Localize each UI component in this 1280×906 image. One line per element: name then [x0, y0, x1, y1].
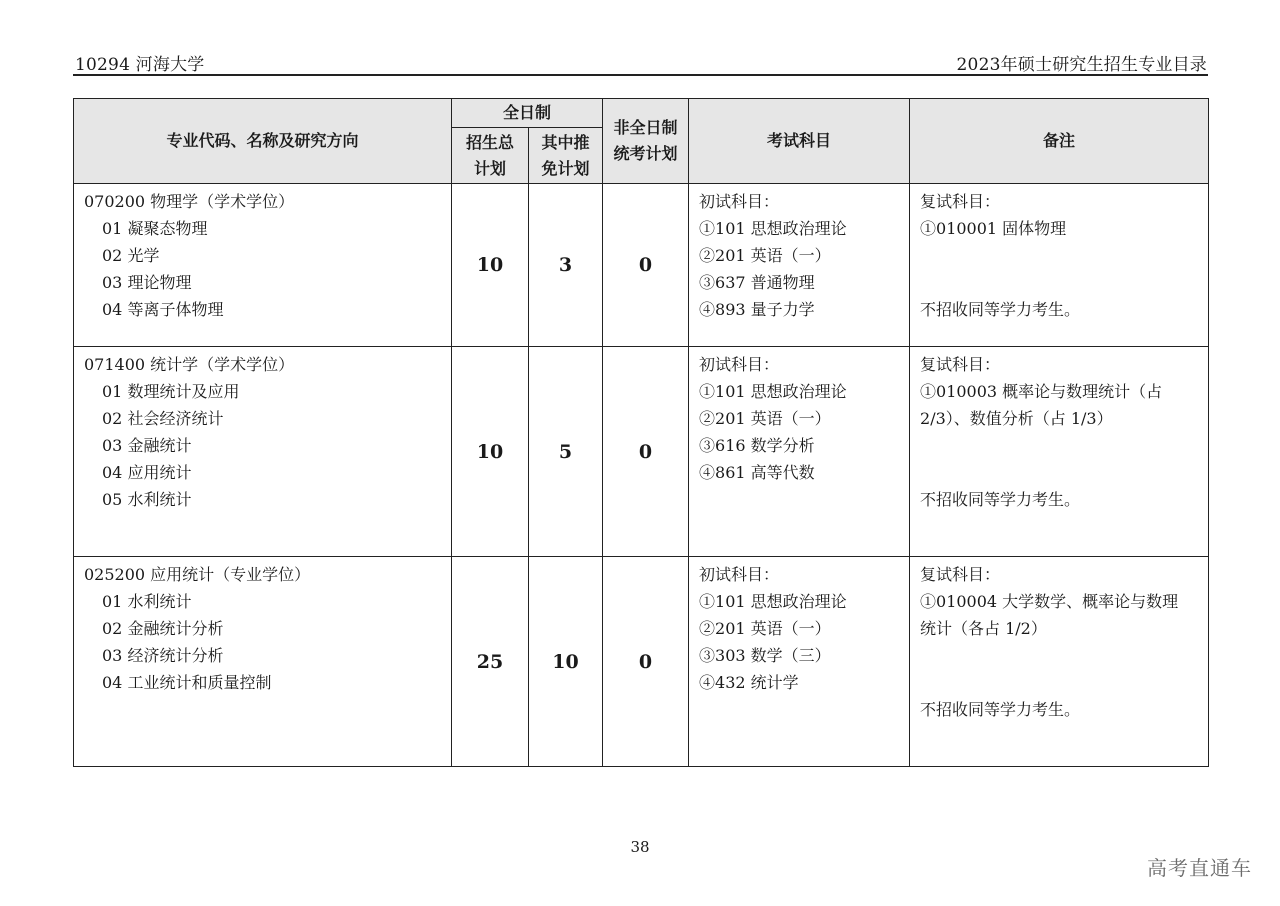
direction-item: 02 社会经济统计 [102, 409, 224, 428]
header-title: 2023年硕士研究生招生专业目录 [956, 55, 1207, 75]
exam-item: ④893 量子力学 [699, 300, 815, 319]
parttime-plan-value: 0 [603, 557, 689, 767]
direction-item: 01 凝聚态物理 [102, 219, 208, 238]
exam-title: 初试科目： [699, 355, 780, 374]
major-title: 025200 应用统计（专业学位） [84, 565, 311, 584]
exam-item: ②201 英语（一） [699, 246, 831, 265]
exam-item: ②201 英语（一） [699, 619, 831, 638]
retest-title: 复试科目： [920, 355, 1001, 374]
retest-item: ①010001 固体物理 [920, 219, 1067, 238]
retest-item: ①010004 大学数学、概率论与数理 [920, 592, 1179, 611]
exempt-plan-value: 5 [529, 347, 603, 557]
exam-item: ②201 英语（一） [699, 409, 831, 428]
exam-item: ①101 思想政治理论 [699, 592, 847, 611]
retest-item: 统计（各占 1/2） [920, 619, 1047, 638]
remarks-cell [910, 184, 1209, 347]
retest-title: 复试科目： [920, 565, 1001, 584]
table-row [74, 557, 1209, 767]
major-cell [74, 184, 452, 347]
direction-item: 02 金融统计分析 [102, 619, 224, 638]
direction-item: 03 经济统计分析 [102, 646, 224, 665]
retest-item: 2/3）、数值分析（占 1/3） [920, 409, 1113, 428]
col-header-exempt-plan [529, 128, 603, 184]
exam-item: ③616 数学分析 [699, 436, 815, 455]
major-title: 071400 统计学（学术学位） [84, 355, 295, 374]
remarks-cell [910, 557, 1209, 767]
exam-item: ③303 数学（三） [699, 646, 831, 665]
parttime-plan-value: 0 [603, 347, 689, 557]
col-header-major: 专业代码、名称及研究方向 [74, 99, 452, 184]
exam-item: ④432 统计学 [699, 673, 799, 692]
direction-item: 03 理论物理 [102, 273, 192, 292]
exam-cell [689, 184, 910, 347]
table-row [74, 184, 1209, 347]
catalog-table [73, 98, 1209, 767]
exam-item: ①101 思想政治理论 [699, 382, 847, 401]
col-header-remarks: 备注 [910, 99, 1209, 184]
remarks-note: 不招收同等学力考生。 [920, 490, 1081, 509]
col-header-fulltime: 全日制 [452, 99, 603, 128]
exam-title: 初试科目： [699, 192, 780, 211]
remarks-note: 不招收同等学力考生。 [920, 300, 1081, 319]
major-cell [74, 557, 452, 767]
watermark-text: 高考直通车 [1147, 856, 1252, 880]
parttime-header-text: 非全日制统考计划 [613, 118, 678, 163]
exempt-plan-value: 10 [529, 557, 603, 767]
exam-cell [689, 347, 910, 557]
header-rule [73, 74, 1208, 76]
col-header-parttime [603, 99, 689, 184]
exam-item: ①101 思想政治理论 [699, 219, 847, 238]
remarks-spacer [920, 242, 1198, 296]
direction-item: 02 光学 [102, 246, 160, 265]
total-plan-value: 10 [452, 184, 529, 347]
retest-item: ①010003 概率论与数理统计（占 [920, 382, 1163, 401]
remarks-spacer [920, 642, 1198, 696]
major-title: 070200 物理学（学术学位） [84, 192, 295, 211]
exempt-plan-value: 3 [529, 184, 603, 347]
remarks-cell [910, 347, 1209, 557]
remarks-note: 不招收同等学力考生。 [920, 700, 1081, 719]
direction-item: 01 数理统计及应用 [102, 382, 240, 401]
col-header-exam: 考试科目 [689, 99, 910, 184]
remarks-spacer [920, 432, 1198, 486]
col-header-total-plan [452, 128, 529, 184]
direction-item: 03 金融统计 [102, 436, 192, 455]
exam-item: ④861 高等代数 [699, 463, 815, 482]
exam-title: 初试科目： [699, 565, 780, 584]
direction-item: 04 应用统计 [102, 463, 192, 482]
direction-item: 05 水利统计 [102, 490, 192, 509]
retest-title: 复试科目： [920, 192, 1001, 211]
page-number: 38 [630, 838, 650, 856]
direction-item: 04 等离子体物理 [102, 300, 224, 319]
total-plan-header-text: 招生总计划 [465, 132, 514, 178]
header-school: 10294 河海大学 [75, 55, 205, 75]
exam-item: ③637 普通物理 [699, 273, 815, 292]
exempt-plan-header-text: 其中推免计划 [541, 132, 590, 178]
parttime-plan-value: 0 [603, 184, 689, 347]
direction-item: 04 工业统计和质量控制 [102, 673, 272, 692]
table-row [74, 347, 1209, 557]
total-plan-value: 25 [452, 557, 529, 767]
exam-cell [689, 557, 910, 767]
total-plan-value: 10 [452, 347, 529, 557]
direction-item: 01 水利统计 [102, 592, 192, 611]
major-cell [74, 347, 452, 557]
